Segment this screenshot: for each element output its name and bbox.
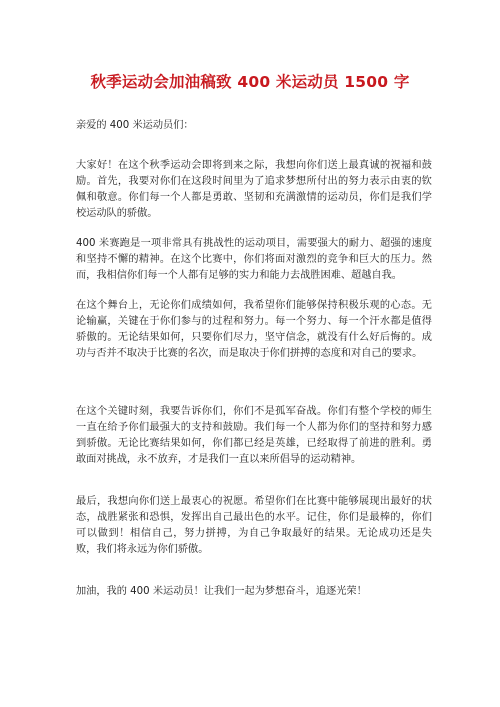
document-title: 秋季运动会加油稿致 400 米运动员 1500 字 [90, 73, 410, 91]
paragraph-wishes: 最后，我想向你们送上最衷心的祝愿。希望你们在比赛中能够展现出最好的状态，战胜紧张和恐惧，发挥出自己最出色的水平。记住，你们是最棒的，你们可以做到！相信自己，努力拼搏，为自己争取最好的结果。无论成功还是失败，我们将永远为你们骄傲。 [76, 496, 432, 555]
paragraph-greeting: 大家好！在这个秋季运动会即将到来之际，我想向你们送上最真诚的祝福和鼓励。首先，我要对你们在这段时间里为了追求梦想所付出的努力表示由衷的钦佩和敬意。你们每一个人都是勇敢、坚韧和充满激情的运动员，你们是我们学校运动队的骄傲。 [76, 160, 432, 219]
paragraph-support: 在这个关键时刻，我要告诉你们，你们不是孤军奋战。你们有整个学校的师生一直在给予你们最强大的支持和鼓励。我们每一个人都为你们的坚持和努力感到骄傲。无论比赛结果如何，你们都已经是英雄，已经取得了前进的胜利。勇敢面对挑战，永不放弃，才是我们一直以来所倡导的运动精神。 [76, 406, 432, 465]
closing-line: 加油，我的 400 米运动员！让我们一起为梦想奋斗，追逐光荣！ [76, 586, 367, 597]
paragraph-attitude: 在这个舞台上，无论你们成绩如何，我希望你们能够保持积极乐观的心态。无论输赢，关键在于你们参与的过程和努力。每一个努力、每一个汗水都是值得骄傲的。无论结果如何，只要你们尽力，坚守信念，就没有什么好后悔的。成功与否并不取决于比赛的名次，而是取决于你们拼搏的态度和对自己的要求。 [76, 300, 432, 359]
salutation: 亲爱的 400 米运动员们： [76, 120, 194, 131]
paragraph-challenge: 400 米赛跑是一项非常具有挑战性的运动项目，需要强大的耐力、超强的速度和坚持不懈的精神。在这个比赛中，你们将面对激烈的竞争和巨大的压力。然而，我相信你们每一个人都有足够的实力和能力去战胜困难、超越自我。 [76, 238, 432, 281]
